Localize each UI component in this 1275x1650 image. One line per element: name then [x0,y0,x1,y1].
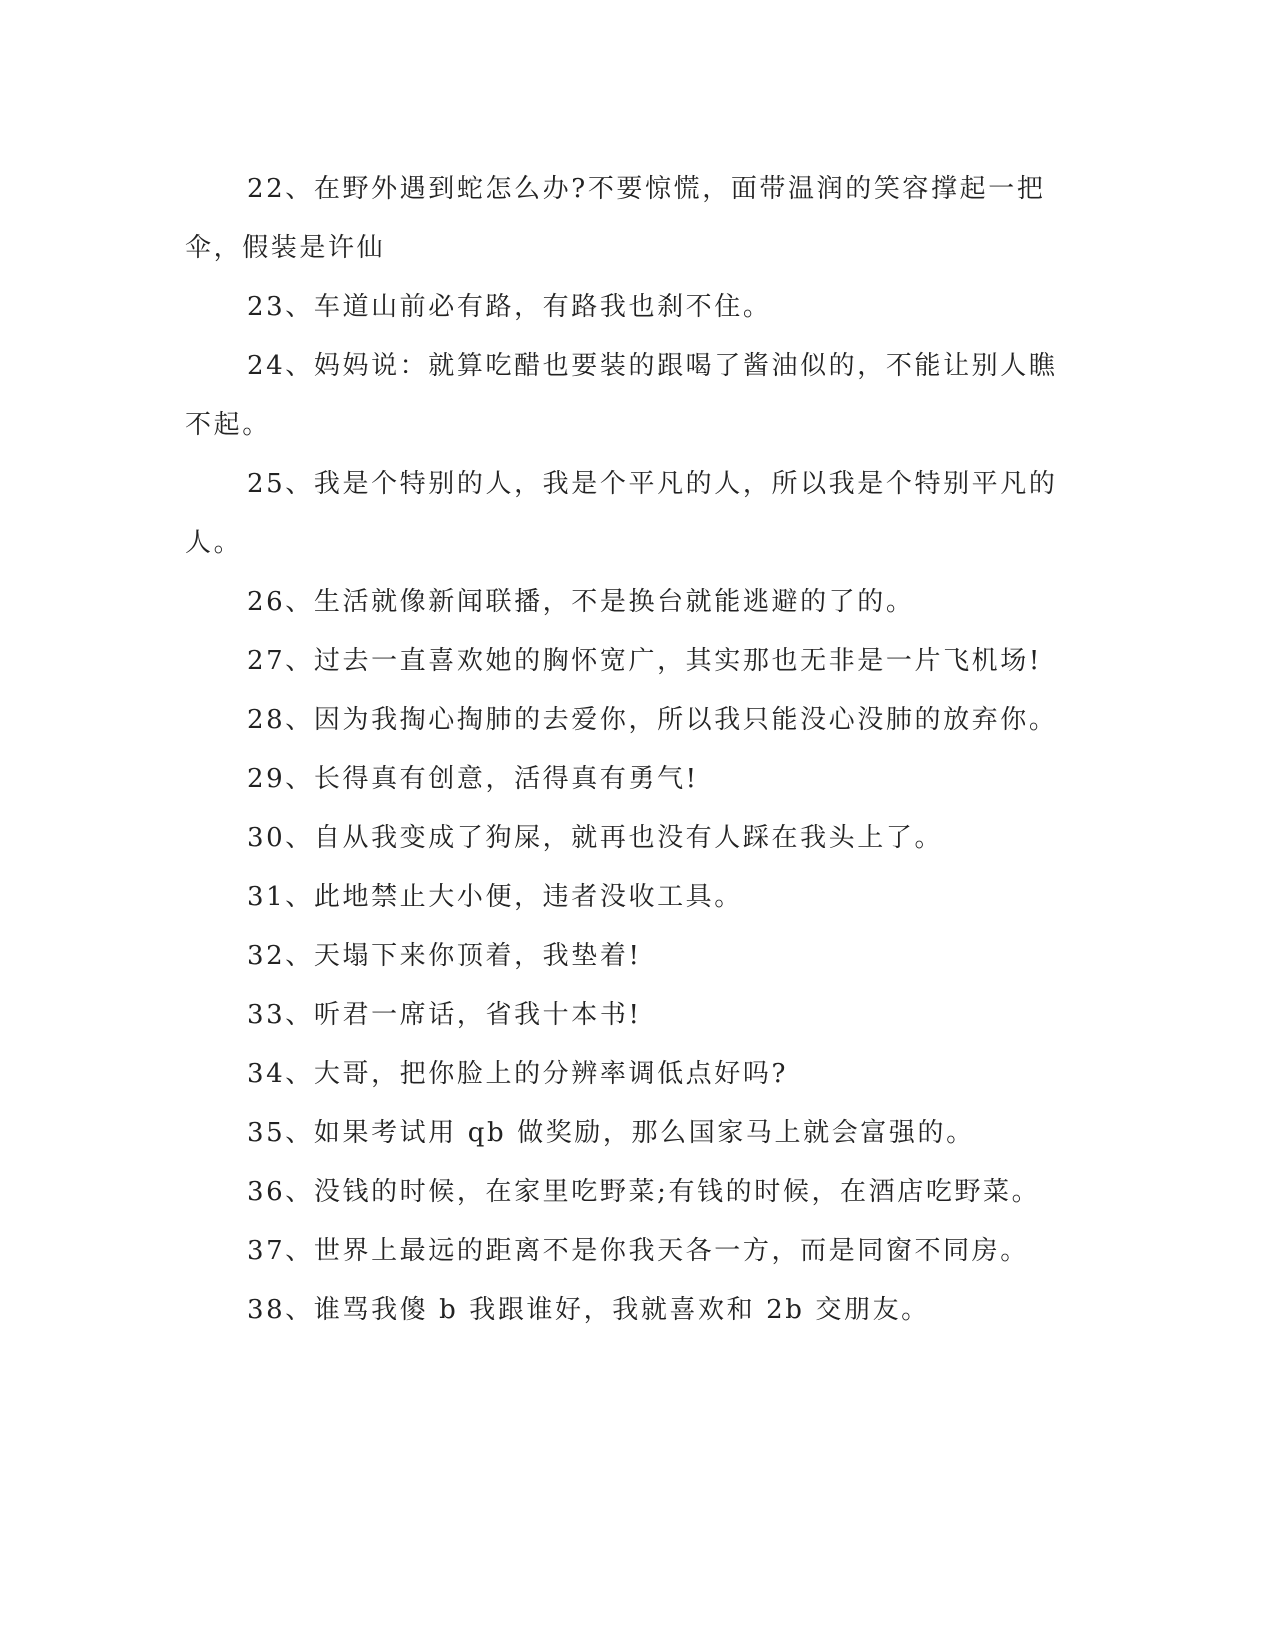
paragraph-38: 38、谁骂我傻 b 我跟谁好，我就喜欢和 2b 交朋友。 [247,1295,930,1325]
paragraph-36: 36、没钱的时候，在家里吃野菜;有钱的时候，在酒店吃野菜。 [247,1177,1041,1207]
paragraph-26: 26、生活就像新闻联播，不是换台就能逃避的了的。 [247,587,915,617]
paragraph-27: 27、过去一直喜欢她的胸怀宽广，其实那也无非是一片飞机场! [247,646,1042,676]
paragraph-25: 25、我是个特别的人，我是个平凡的人，所以我是个特别平凡的人。 [185,469,1058,558]
paragraph-30: 30、自从我变成了狗屎，就再也没有人踩在我头上了。 [247,823,944,853]
paragraph-33: 33、听君一席话，省我十本书! [247,1000,642,1030]
paragraph-32: 32、天塌下来你顶着，我垫着! [247,941,642,971]
paragraph-24: 24、妈妈说：就算吃醋也要装的跟喝了酱油似的，不能让别人瞧不起。 [185,351,1058,440]
paragraph-22: 22、在野外遇到蛇怎么办?不要惊慌，面带温润的笑容撑起一把伞，假装是许仙 [185,174,1046,263]
paragraph-37: 37、世界上最远的距离不是你我天各一方，而是同窗不同房。 [247,1236,1029,1266]
paragraph-29: 29、长得真有创意，活得真有勇气! [247,764,699,794]
paragraph-31: 31、此地禁止大小便，违者没收工具。 [247,882,743,912]
document-body [185,160,1075,1340]
paragraph-28: 28、因为我掏心掏肺的去爱你，所以我只能没心没肺的放弃你。 [247,705,1058,735]
paragraph-23: 23、车道山前必有路，有路我也刹不住。 [247,292,772,322]
paragraph-34: 34、大哥，把你脸上的分辨率调低点好吗? [247,1059,789,1089]
paragraph-35: 35、如果考试用 qb 做奖励，那么国家马上就会富强的。 [247,1118,975,1148]
